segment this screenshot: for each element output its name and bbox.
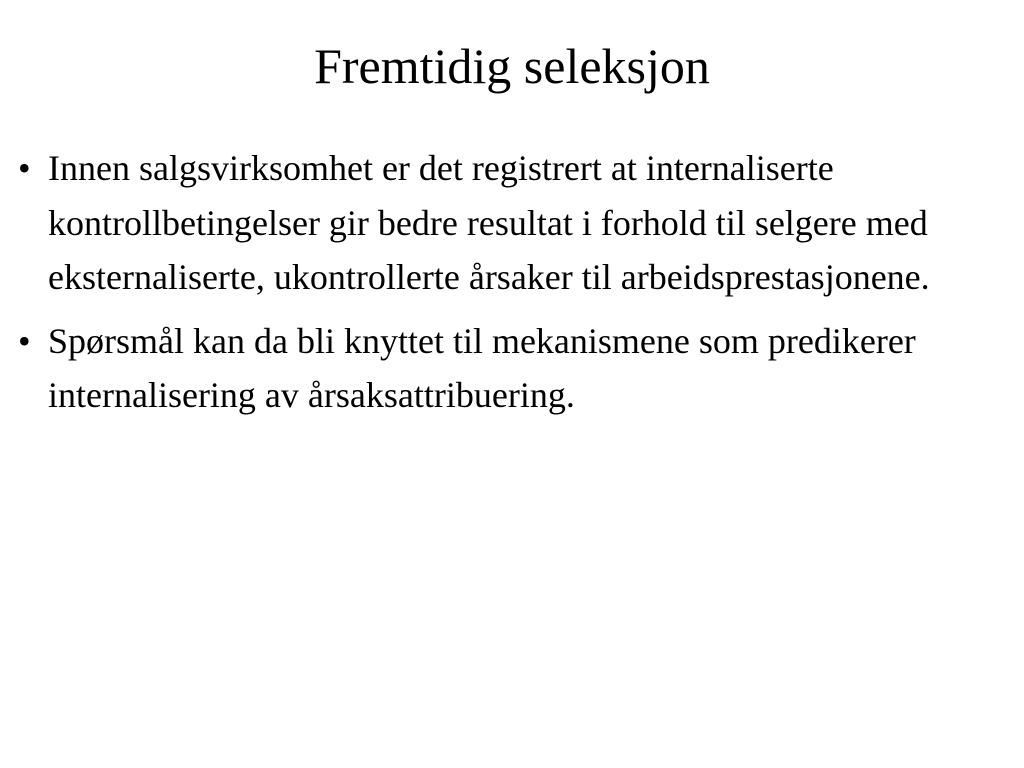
bullet-text: Spørsmål kan da bli knyttet til mekanismene som predikerer internalisering av årsaksattribuering. — [48, 320, 916, 415]
slide-title: Fremtidig seleksjon — [314, 38, 710, 94]
bullet-dot-icon: • — [18, 320, 31, 361]
bullet-item — [18, 314, 1008, 423]
bullet-list — [18, 141, 1008, 432]
bullet-item — [18, 141, 1008, 305]
bullet-text: Innen salgsvirksomhet er det registrert at internaliserte kontrollbetingelser gir bedre resultat i forhold til selgere med eksternaliserte, ukontrollerte årsaker til arbeidsprestasjonene. — [48, 148, 930, 297]
bullet-dot-icon: • — [18, 148, 31, 188]
